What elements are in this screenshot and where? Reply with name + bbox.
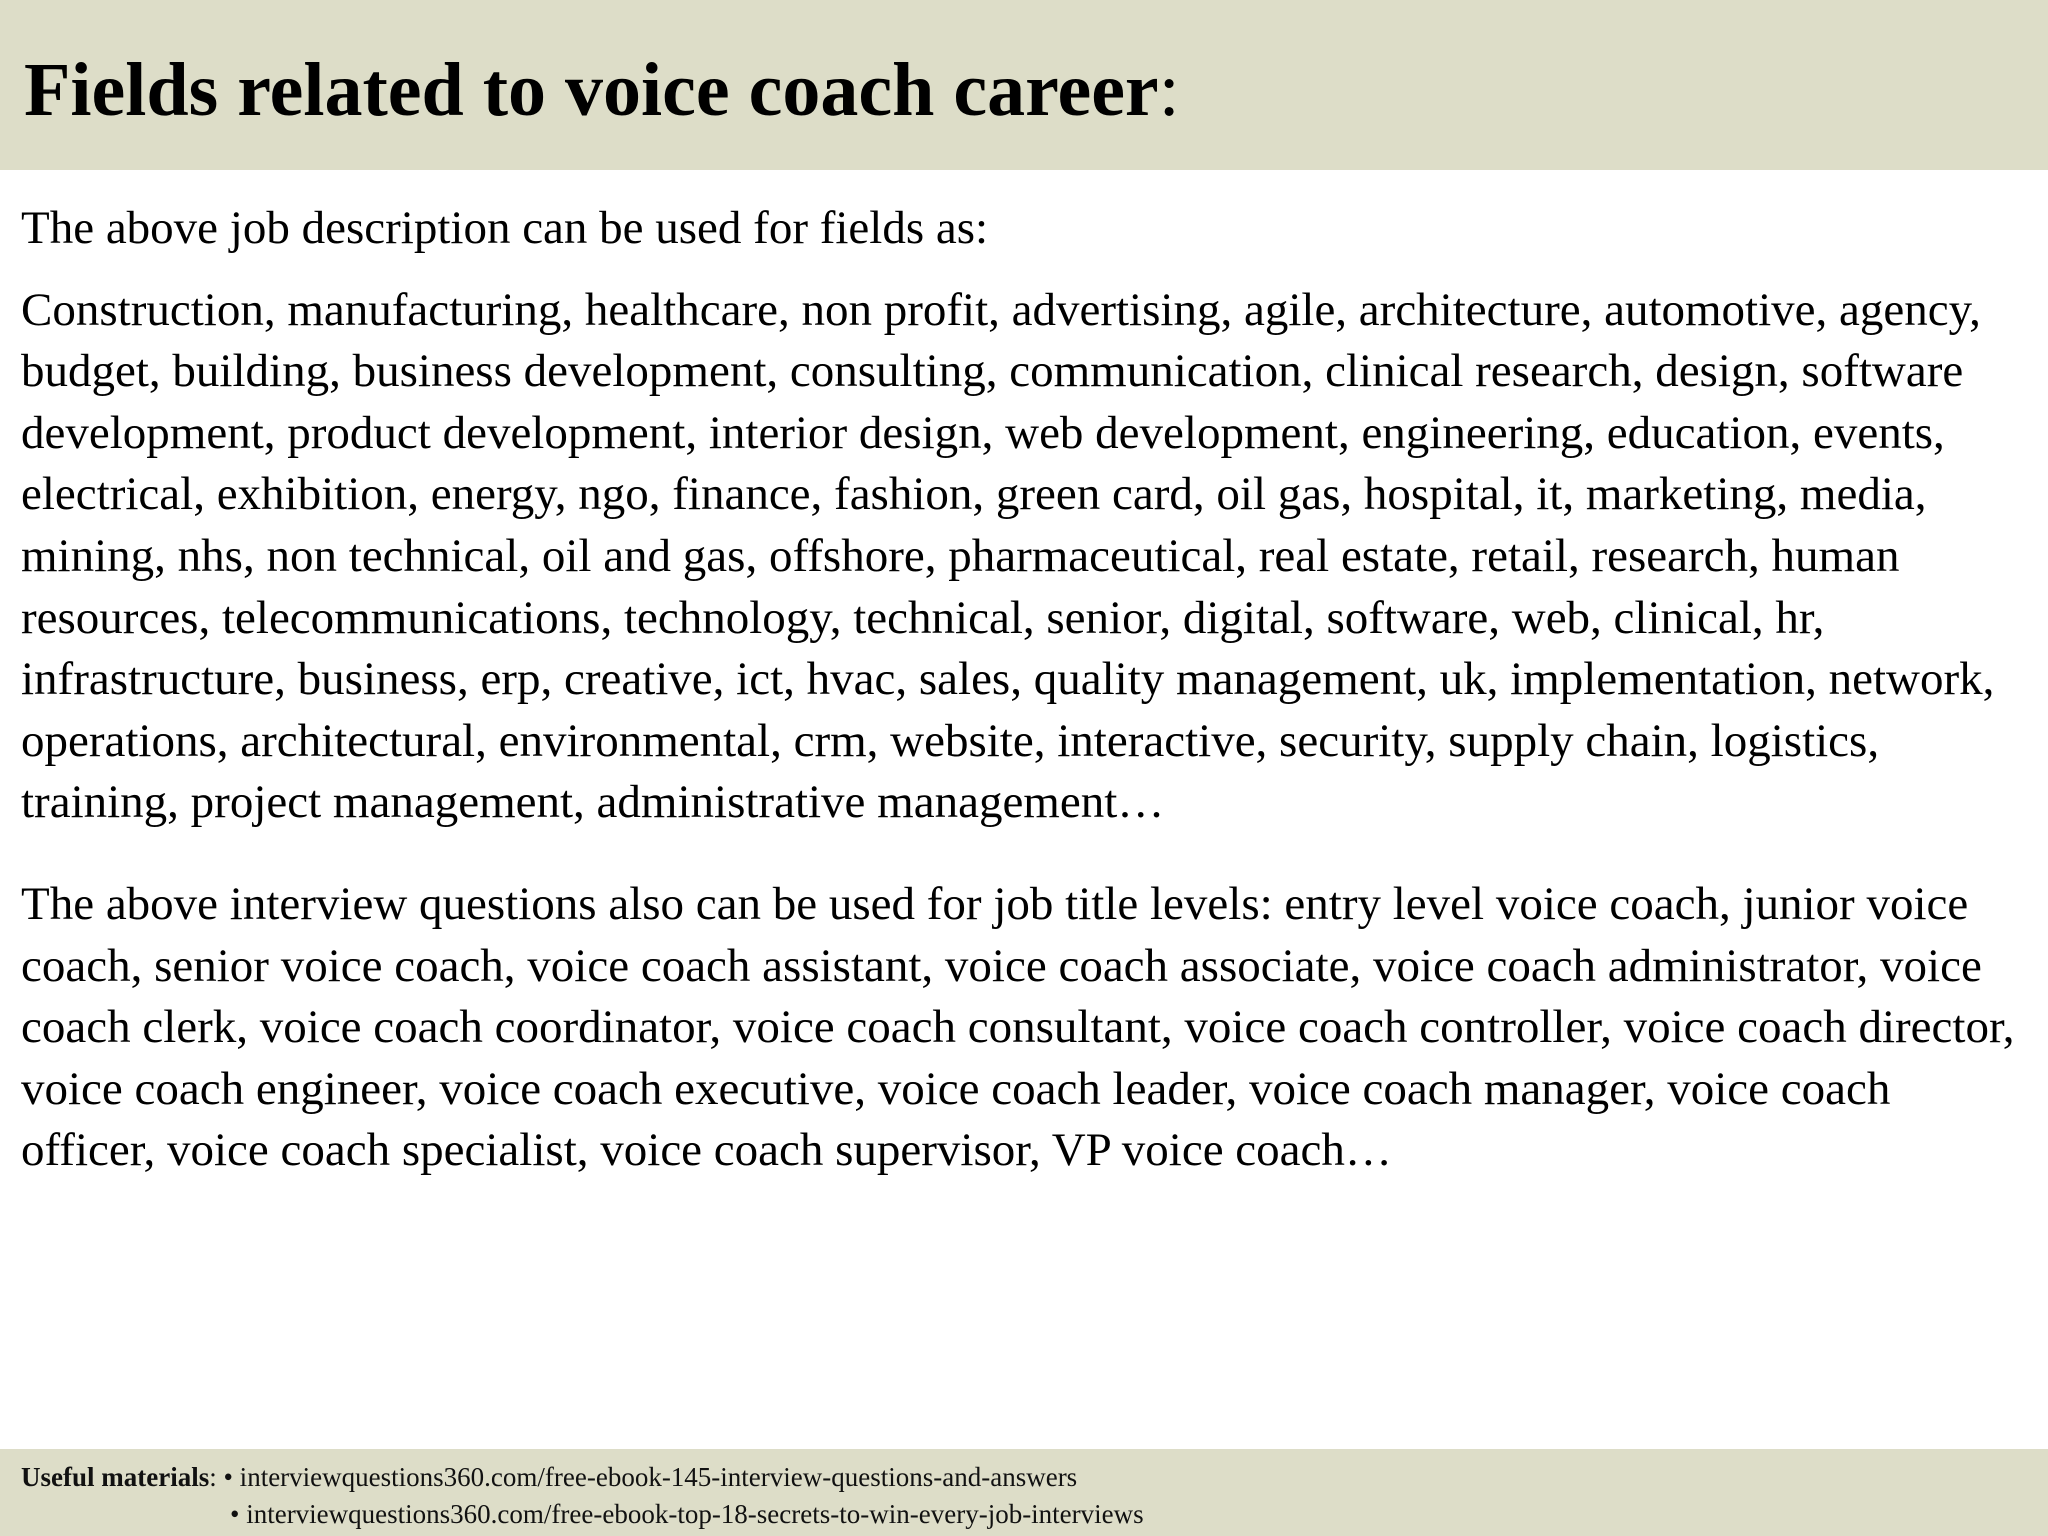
footer-bar	[0, 1449, 2048, 1536]
title-bar	[0, 0, 2048, 170]
slide-title	[24, 40, 1180, 140]
footer-line-1	[21, 1459, 1144, 1496]
job-levels-paragraph: The above interview questions also can be used for job title levels: entry level voice coach, junior voice coach, senior voice coach, voice coach assistant, voice coach associate, voice coach administrator, voice coach clerk, voice coach coordinator, voice coach consultant, voice coach controller, voice coach director, voice coach engineer, voice coach executive, voice coach leader, voice coach manager, voice coach officer, voice coach specialist, voice coach supervisor, VP voice coach…	[21, 877, 2015, 1177]
intro-paragraph: The above job description can be used for fields as:	[21, 202, 989, 254]
slide-title-text: Fields related to voice coach career	[24, 48, 1159, 132]
footer-line-2	[21, 1496, 1144, 1533]
slide-body	[21, 198, 2031, 1202]
useful-materials-separator: :	[209, 1462, 224, 1492]
useful-materials-label: Useful materials	[21, 1462, 210, 1492]
slide-title-colon: :	[1158, 48, 1180, 132]
footer-link-2[interactable]: • interviewquestions360.com/free-ebook-top-18-secrets-to-win-every-job-interviews	[230, 1499, 1144, 1529]
useful-materials	[21, 1459, 1144, 1533]
fields-paragraph: Construction, manufacturing, healthcare, non profit, advertising, agile, architecture, automotive, agency, budget, building, business development, consulting, communication, clinical research, design, software development, product development, interior design, web development, engineering, education, events, electrical, exhibition, energy, ngo, finance, fashion, green card, oil gas, hospital, it, marketing, media, mining, nhs, non technical, oil and gas, offshore, pharmaceutical, real estate, retail, research, human resources, telecommunications, technology, technical, senior, digital, software, web, clinical, hr, infrastructure, business, erp, creative, ict, hvac, sales, quality management, uk, implementation, network, operations, architectural, environmental, crm, website, interactive, security, supply chain, logistics, training, project management, administrative management…	[21, 283, 1995, 829]
footer-link-1[interactable]: • interviewquestions360.com/free-ebook-145-interview-questions-and-answers	[223, 1462, 1078, 1492]
